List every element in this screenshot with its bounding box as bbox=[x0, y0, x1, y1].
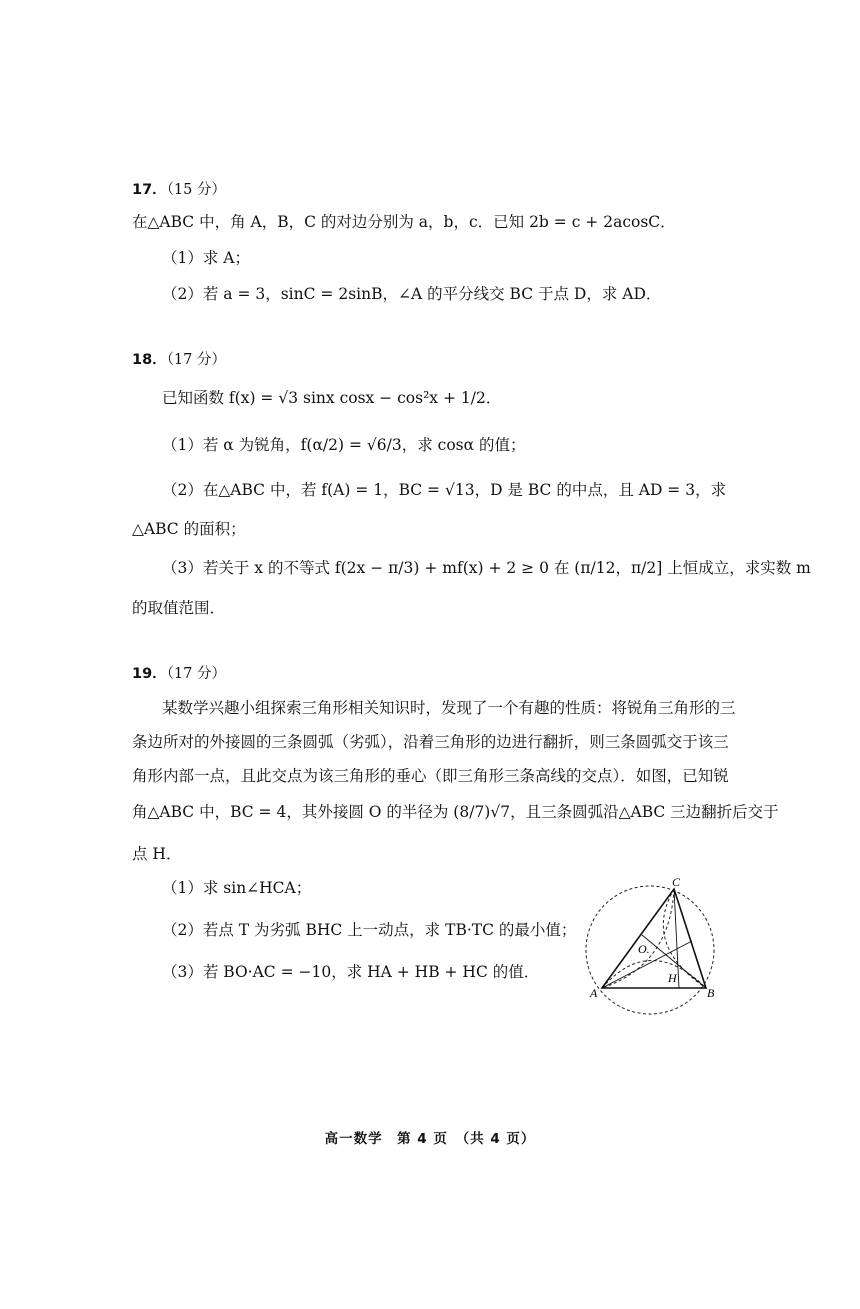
q19-part3: （3）若 BO·AC = −10，求 HA + HB + HC 的值． bbox=[162, 963, 540, 981]
q18-part3-line2: 的取值范围． bbox=[132, 599, 226, 617]
q19-stem-line2: 条边所对的外接圆的三条圆弧（劣弧），沿着三角形的边进行翻折，则三条圆弧交于该三 bbox=[132, 733, 729, 751]
label-b: B bbox=[707, 986, 715, 1000]
q18-header: 18．（17 分） bbox=[132, 352, 226, 368]
q19-stem-line3: 角形内部一点，且此交点为该三角形的垂心（即三角形三条高线的交点）．如图，已知锐 bbox=[132, 767, 729, 785]
q17-part1: （1）求 A； bbox=[162, 249, 250, 267]
q17-part2: （2）若 a = 3，sinC = 2sinB，∠A 的平分线交 BC 于点 D，求 AD． bbox=[162, 285, 662, 303]
q17-header: 17．（15 分） bbox=[132, 182, 226, 198]
q18-part1: （1）若 α 为锐角，f(α/2) = √6/3，求 cosα 的值； bbox=[162, 436, 526, 454]
label-a: A bbox=[590, 986, 598, 1000]
label-o: O. bbox=[638, 942, 650, 956]
q18-part2-line2: △ABC 的面积； bbox=[132, 520, 246, 538]
label-h: H bbox=[668, 971, 677, 985]
q19-header: 19．（17 分） bbox=[132, 666, 226, 682]
circumcircle-figure bbox=[582, 875, 722, 1020]
q19-part2: （2）若点 T 为劣弧 BHC 上一动点，求 TB·TC 的最小值； bbox=[162, 921, 577, 939]
q19-part1: （1）求 sin∠HCA； bbox=[162, 879, 312, 897]
q19-stem-line1: 某数学兴趣小组探索三角形相关知识时，发现了一个有趣的性质：将锐角三角形的三 bbox=[162, 699, 736, 717]
label-c: C bbox=[672, 875, 681, 889]
q17-stem: 在△ABC 中，角 A，B，C 的对边分别为 a，b，c．已知 2b = c + 2acosC． bbox=[132, 213, 676, 231]
q18-stem: 已知函数 f(x) = √3 sinx cosx − cos²x + 1/2． bbox=[162, 389, 502, 407]
q19-stem-line5: 点 H． bbox=[132, 845, 182, 863]
page-footer: 高一数学 第 4 页 （共 4 页） bbox=[324, 1131, 536, 1147]
folded-arc-ab bbox=[602, 961, 706, 989]
triangle-abc bbox=[602, 889, 706, 988]
q18-part2-line1: （2）在△ABC 中，若 f(A) = 1，BC = √13，D 是 BC 的中点，且 AD = 3，求 bbox=[162, 481, 727, 499]
q18-part3-line1: （3）若关于 x 的不等式 f(2x − π/3) + mf(x) + 2 ≥ 0 在 (π/12，π/2] 上恒成立，求实数 m bbox=[162, 559, 811, 577]
q19-stem-line4: 角△ABC 中，BC = 4，其外接圆 O 的半径为 (8/7)√7，且三条圆弧沿△ABC 三边翻折后交于 bbox=[132, 803, 779, 821]
circumcircle-o bbox=[586, 886, 714, 1014]
